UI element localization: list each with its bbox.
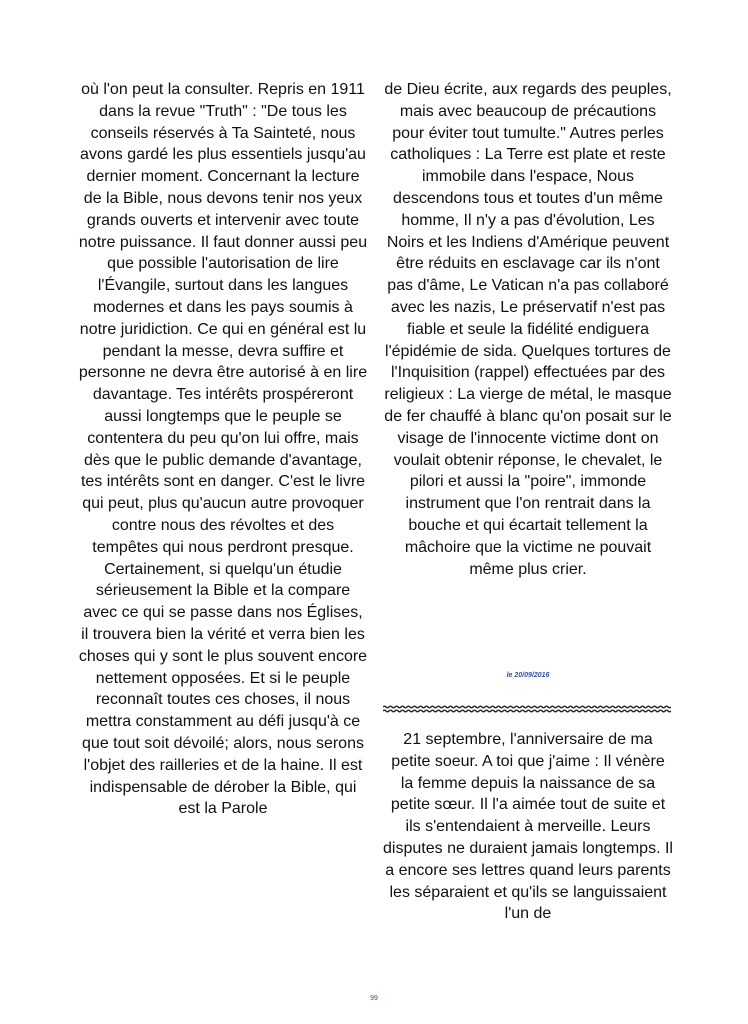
right-column-top-text: de Dieu écrite, aux regards des peuples, mais avec beaucoup de précautions pour éviter tout tumulte." Autres perles catholiques : La Terre est plate et reste immobile dans l'espace, Nous descendons tous et toutes d'un même homme, Il n'y a pas d'évolution, Les Noirs et les Indiens d'Amérique peuvent être réduits en esclavage car ils n'ont pas d'âme, Le Vatican n'a pas collaboré avec les nazis, Le préservatif n'est pas fiable et seule la fidélité endiguera l'épidémie de sida. Quelques tortures de l'Inquisition (rappel) effectuées par des religieux : La vierge de métal, le masque de fer chauffé à blanc qu'on posait sur le visage de l'innocente victime dont on voulait obtenir réponse, le chevalet, le pilori et aussi la "poire", immonde instrument que l'on rentrait dans la bouche et qui écartait tellement la mâchoire que la victime ne pouvait même plus crier.: [384, 81, 672, 578]
right-column-bottom: [383, 729, 673, 925]
left-column-text: où l'on peut la consulter. Repris en 1911 dans la revue "Truth" : "De tous les conseils réservés à Ta Sainteté, nous avons gardé les plus essentiels jusqu'au dernier moment. Concernant la lecture de la Bible, nous devons tenir nos yeux grands ouverts et intervenir avec toute notre puissance. Il faut donner aussi peu que possible l'autorisation de lire l'Évangile, surtout dans les langues modernes et dans les pays soumis à notre juridiction. Ce qui en général est lu pendant la messe, devra suffire et personne ne devra être autorisé à en lire davantage. Tes intérêts prospéreront aussi longtemps que le peuple se contentera du peu qu'on lui offre, mais dès que le public demande d'avantage, tes intérêts sont en danger. C'est le livre qui peut, plus qu'aucun autre provoquer contre nous des révoltes et des tempêtes qui nous perdront presque. Certainement, si quelqu'un étudie sérieusement la Bible et la compare avec ce qui se passe dans nos Églises, il trouvera bien la vérité et verra bien les choses qui y sont le plus souvent encore nettement opposées. Et si le peuple reconnaît toutes ces choses, il nous mettra constamment au défi jusqu'à ce que tout soit dévoilé; alors, nous serons l'objet des railleries et de la haine. Il est indispensable de dérober la Bible, qui est la Parole: [78, 81, 368, 818]
page-number: 99: [370, 995, 378, 1002]
right-column-bottom-text: 21 septembre, l'anniversaire de ma petite soeur. A toi que j'aime : Il vénère la femme depuis la naissance de sa petite sœur. Il l'a aimée tout de suite et ils s'entendaient à merveille. Leurs disputes ne duraient jamais longtemps. Il a encore ses lettres quand leurs parents les séparaient et qu'ils se languissaient l'un de: [383, 731, 673, 923]
wavy-divider: [383, 703, 671, 715]
date-stamp: le 20/09/2016: [506, 672, 550, 679]
left-column: [78, 79, 368, 820]
right-column-top: [383, 79, 673, 580]
